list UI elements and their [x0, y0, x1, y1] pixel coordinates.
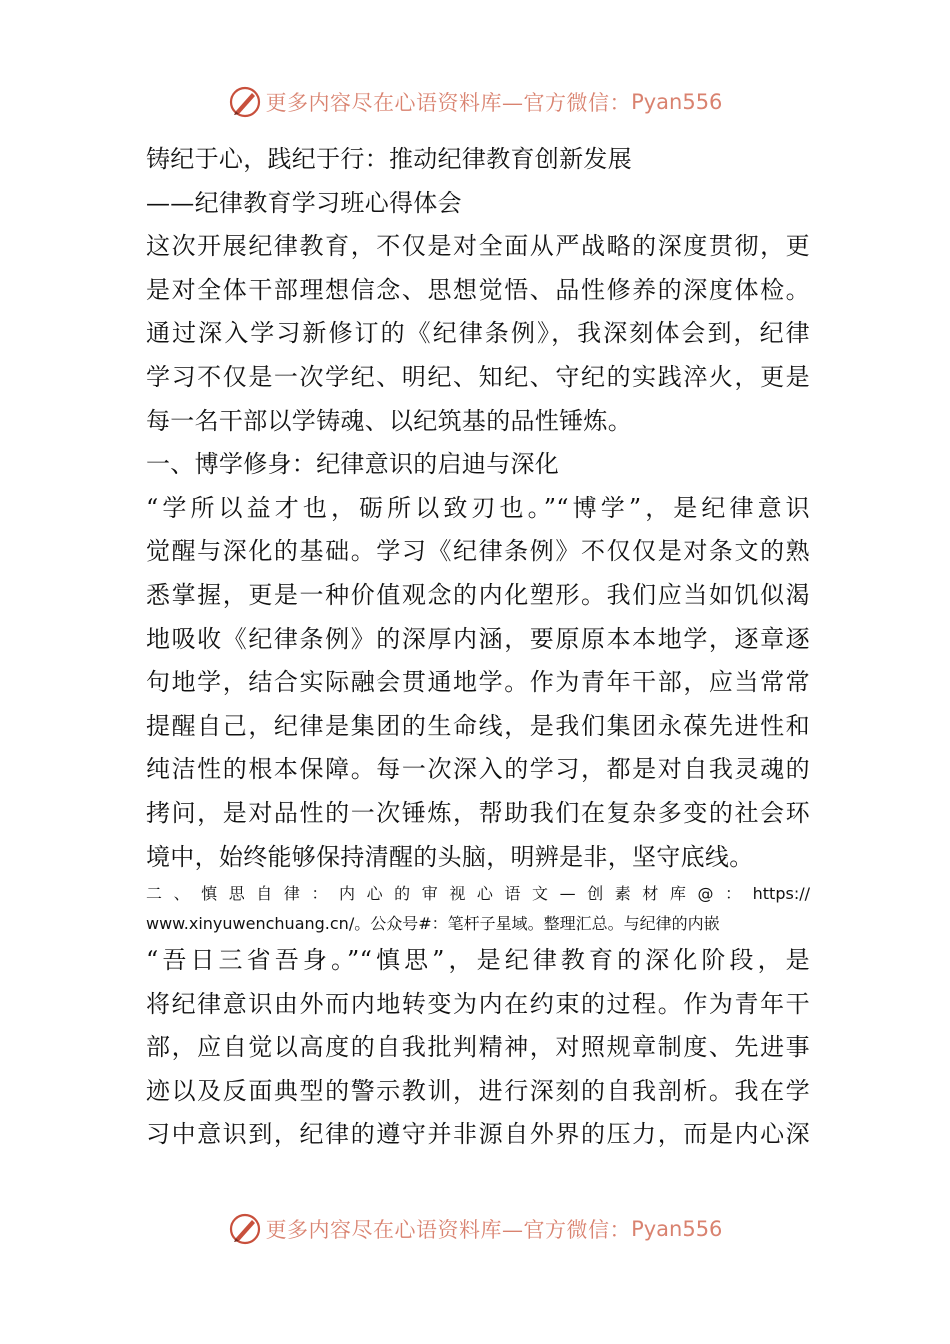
- paragraph-line: 学习不仅是一次学纪、明纪、知纪、守纪的实践淬火，更是: [146, 362, 810, 391]
- document-body: [146, 138, 810, 1157]
- paragraph-line: 每一名干部以学铸魂、以纪筑基的品性锤炼。: [146, 406, 632, 435]
- pen-logo-icon: [228, 1212, 262, 1246]
- header-watermark: [0, 82, 950, 122]
- section-heading: 二、慎思自律：内心的审视心语文—创素材库@：https://: [146, 884, 810, 904]
- section-heading-continued: www.xinyuwenchuang.cn/。公众号#：笔杆子星域。整理汇总。与纪律的内嵌: [146, 914, 720, 934]
- paragraph-line: 通过深入学习新修订的《纪律条例》，我深刻体会到，纪律: [146, 319, 810, 348]
- paragraph-line: 提醒自己，纪律是集团的生命线，是我们集团永葆先进性和: [146, 711, 810, 740]
- footer-watermark: [0, 1209, 950, 1249]
- watermark-wechat: Pyan556: [631, 90, 723, 114]
- paragraph-line: 习中意识到，纪律的遵守并非源自外界的压力，而是内心深: [146, 1120, 810, 1149]
- paragraph-line: 拷问，是对品性的一次锤炼，帮助我们在复杂多变的社会环: [146, 798, 810, 827]
- paragraph-line: 境中，始终能够保持清醒的头脑，明辨是非，坚守底线。: [146, 842, 754, 871]
- paragraph-line: 纯洁性的根本保障。每一次深入的学习，都是对自我灵魂的: [146, 755, 810, 784]
- watermark-wechat: Pyan556: [631, 1217, 723, 1241]
- document-subtitle: ——纪律教育学习班心得体会: [146, 188, 462, 217]
- paragraph-line: 部，应自觉以高度的自我批判精神，对照规章制度、先进事: [146, 1033, 810, 1062]
- paragraph-line: 句地学，结合实际融会贯通地学。作为青年干部，应当常常: [146, 668, 810, 697]
- section-heading: 一、博学修身：纪律意识的启迪与深化: [146, 450, 560, 479]
- paragraph-line: “学所以益才也，砺所以致刃也。”“博学”，是纪律意识: [146, 493, 810, 522]
- paragraph-line: 迹以及反面典型的警示教训，进行深刻的自我剖析。我在学: [146, 1076, 810, 1105]
- watermark-text: 更多内容尽在心语资料库—官方微信：: [265, 1218, 632, 1242]
- paragraph-line: 是对全体干部理想信念、思想觉悟、品性修养的深度体检。: [146, 275, 810, 304]
- paragraph-line: 这次开展纪律教育，不仅是对全面从严战略的深度贯彻，更: [146, 232, 810, 261]
- paragraph-line: 觉醒与深化的基础。学习《纪律条例》不仅仅是对条文的熟: [146, 537, 810, 566]
- watermark-text: 更多内容尽在心语资料库—官方微信：: [265, 91, 632, 115]
- paragraph-line: 悉掌握，更是一种价值观念的内化塑形。我们应当如饥似渴: [146, 580, 810, 609]
- document-title: 铸纪于心，践纪于行：推动纪律教育创新发展: [146, 145, 632, 173]
- pen-logo-icon: [228, 85, 262, 119]
- paragraph-line: 将纪律意识由外而内地转变为内在约束的过程。作为青年干: [146, 989, 810, 1018]
- paragraph-line: 地吸收《纪律条例》的深厚内涵，要原原本本地学，逐章逐: [146, 624, 810, 653]
- paragraph-line: “吾日三省吾身。”“慎思”，是纪律教育的深化阶段，是: [146, 946, 810, 975]
